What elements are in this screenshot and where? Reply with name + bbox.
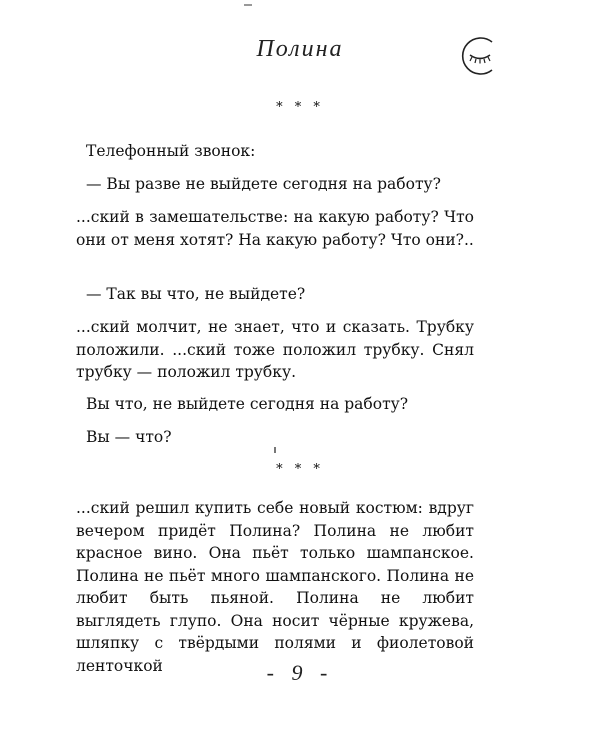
paragraph: — Вы разве не выйдете сегодня на работу? [86, 175, 441, 193]
section-separator: * * * [276, 462, 324, 477]
page-number: - 9 - [266, 660, 334, 685]
closed-eye-icon [458, 34, 502, 78]
paragraph: ...ский в замешательстве: на какую работу? Что они от меня хотят? На какую работу? Что они?.. [76, 208, 474, 249]
section-separator: * * * [276, 100, 324, 115]
paragraph: Телефонный звонок: [86, 142, 256, 160]
paragraph: ...ский решил купить себе новый костюм: вдруг вечером придёт Полина? Полина не любит красное вино. Она пьёт только шампанское. Полина не пьёт много шампанского. Полина не любит быть пьяной. Полина не любит выглядеть глупо. Она носит чёрные кружева, шляпку с твёрдыми полями и фиолетовой ленточкой [76, 499, 474, 675]
scan-mark [244, 4, 252, 6]
paragraph: Вы что, не выйдете сегодня на работу? [86, 395, 409, 413]
running-header-title: Полина [256, 36, 344, 62]
scan-mark [274, 447, 276, 453]
paragraph: Вы — что? [86, 428, 172, 446]
paragraph: ...ский молчит, не знает, что и сказать. Трубку положили. ...ский тоже положил трубку. Снял трубку — положил трубку. [76, 318, 474, 381]
paragraph: — Так вы что, не выйдете? [86, 285, 306, 303]
